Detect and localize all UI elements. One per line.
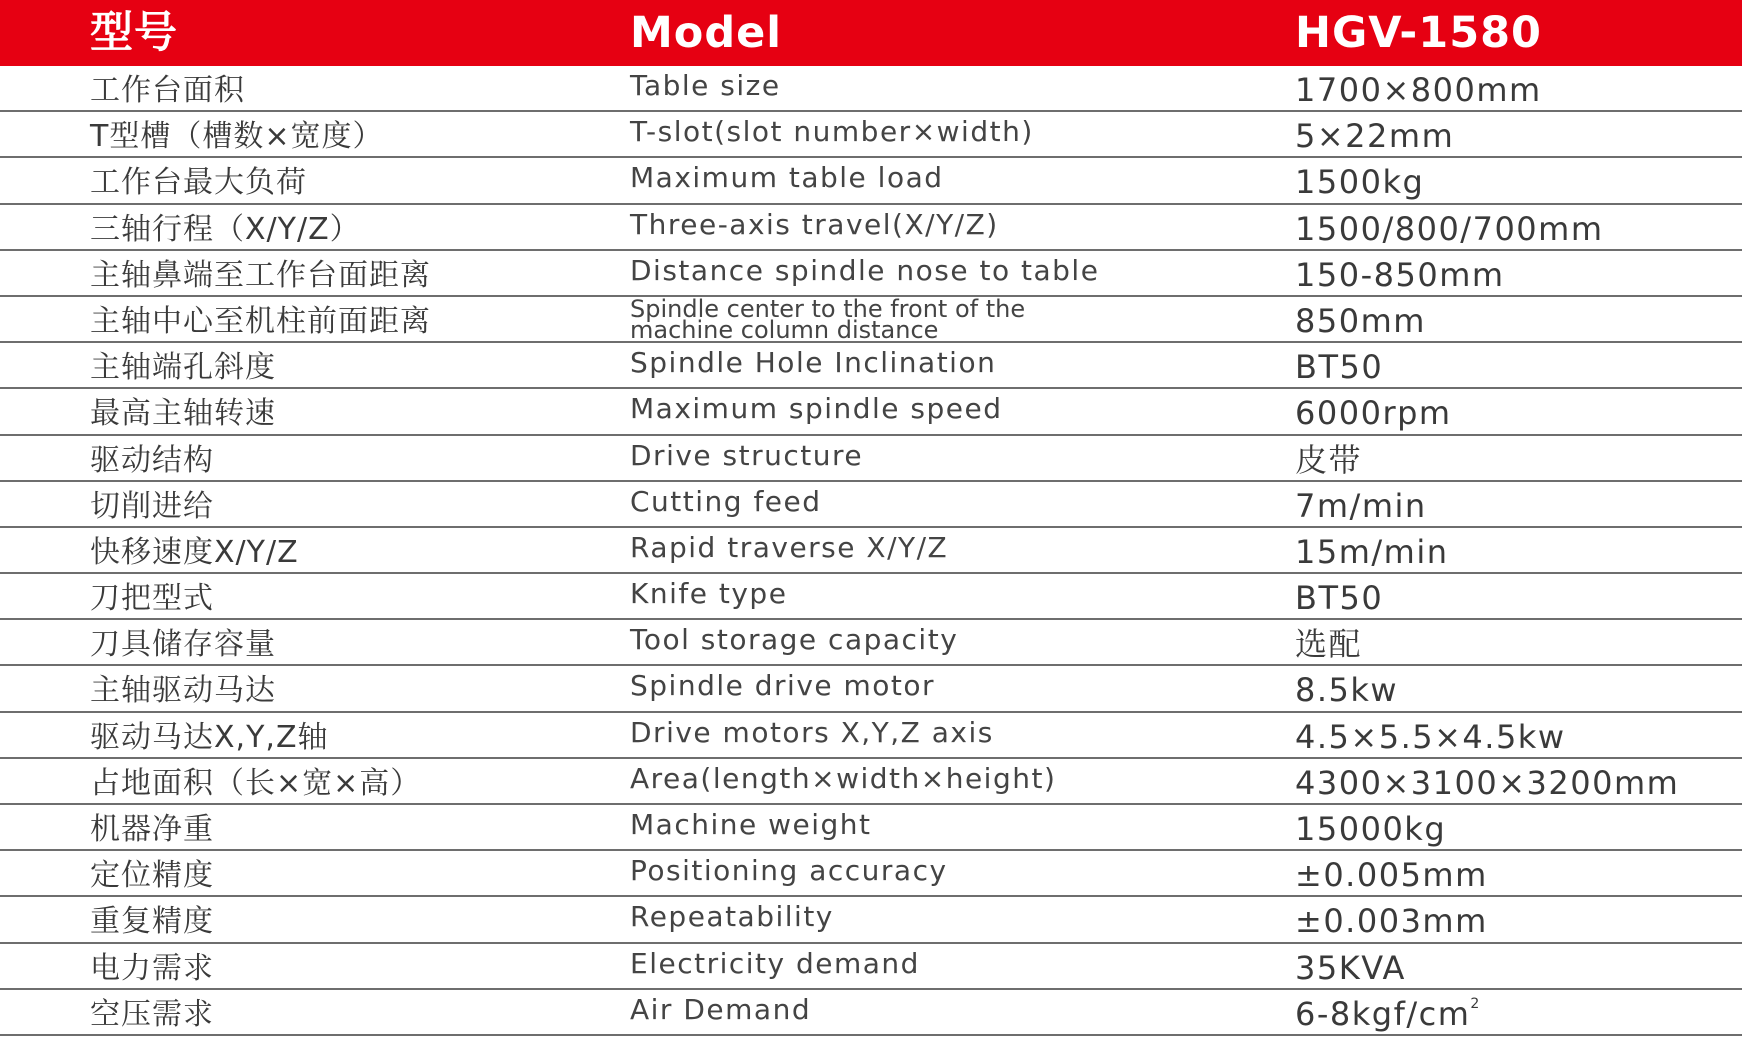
row-value — [1295, 389, 1452, 437]
table-row — [0, 389, 1742, 435]
table-row — [0, 205, 1742, 251]
row-en-label: Three-axis travel(X/Y/Z) — [630, 207, 999, 241]
row-value — [1295, 205, 1604, 253]
table-row — [0, 944, 1742, 990]
row-cn-label: 机器净重 — [90, 812, 214, 847]
header-cn-label: 型号 — [90, 8, 178, 58]
row-cn-label: 工作台最大负荷 — [90, 165, 307, 201]
row-en-label: Rapid traverse X/Y/Z — [630, 530, 949, 564]
table-row — [0, 112, 1742, 158]
row-value — [1295, 944, 1406, 992]
table-row — [0, 528, 1742, 574]
row-cn-label: 刀把型式 — [90, 581, 214, 617]
row-value-text: 4.5×5.5×4.5kw — [1295, 717, 1566, 756]
table-row — [0, 436, 1742, 482]
row-value — [1295, 805, 1446, 853]
row-cn-label: 电力需求 — [90, 950, 214, 986]
row-en-label: Machine weight — [630, 808, 872, 841]
table-row — [0, 897, 1742, 943]
row-cn-label: 快移速度X/Y/Z — [90, 534, 299, 570]
table-row — [0, 620, 1742, 666]
row-en-label: Cutting feed — [630, 484, 822, 518]
header-en-label: Model — [630, 8, 783, 58]
row-value-text: 选配 — [1295, 625, 1363, 664]
row-value — [1295, 620, 1362, 668]
row-cn-label: 切削进给 — [90, 488, 214, 524]
row-value-text: 1500kg — [1295, 163, 1425, 202]
row-value-text: 7m/min — [1295, 486, 1427, 525]
table-body — [0, 66, 1742, 1036]
row-cn-label: 工作台面积 — [90, 73, 245, 108]
row-value — [1295, 482, 1427, 530]
row-value-text: BT50 — [1295, 579, 1384, 618]
row-en-label: T-slot(slot number×width) — [630, 115, 1034, 149]
row-value — [1295, 851, 1488, 899]
table-row — [0, 666, 1742, 712]
row-value-text: 15m/min — [1295, 532, 1449, 571]
row-value — [1295, 990, 1481, 1038]
row-cn-label: 三轴行程（X/Y/Z） — [90, 211, 361, 247]
table-row — [0, 851, 1742, 897]
row-cn-label: 空压需求 — [90, 996, 214, 1032]
row-en-label: Knife type — [630, 577, 788, 611]
row-cn-label: 驱动结构 — [90, 442, 214, 478]
row-value-text: 8.5kw — [1295, 671, 1399, 710]
table-row — [0, 158, 1742, 204]
row-value — [1295, 713, 1566, 761]
row-value-text: 1700×800mm — [1295, 71, 1542, 109]
row-value-text: ±0.005mm — [1295, 856, 1488, 895]
row-en-label: Spindle drive motor — [630, 669, 936, 703]
row-cn-label: 主轴驱动马达 — [90, 673, 276, 709]
row-en-label: Distance spindle nose to table — [630, 253, 1100, 287]
table-row — [0, 713, 1742, 759]
row-value — [1295, 343, 1383, 391]
table-row — [0, 66, 1742, 112]
row-en-label: Maximum spindle speed — [630, 392, 1003, 426]
row-cn-label: 刀具储存容量 — [90, 627, 276, 663]
row-en-label: Spindle Hole Inclination — [630, 346, 997, 380]
row-en-label: Electricity demand — [630, 946, 920, 980]
table-row — [0, 294, 1742, 344]
row-value-text: 4300×3100×3200mm — [1295, 763, 1680, 802]
table-row — [0, 251, 1742, 297]
row-en-label: Area(length×width×height) — [630, 761, 1057, 795]
row-cn-label: 驱动马达X,Y,Z轴 — [90, 719, 329, 755]
row-en-label: Air Demand — [630, 992, 812, 1026]
table-row — [0, 482, 1742, 528]
row-value-superscript: 2 — [1470, 995, 1481, 1012]
row-value — [1295, 574, 1383, 622]
row-value-text: 850mm — [1295, 301, 1426, 340]
row-value — [1295, 528, 1449, 576]
row-cn-label: T型槽（槽数×宽度） — [90, 119, 384, 155]
row-en-label: Positioning accuracy — [630, 854, 948, 888]
table-row — [0, 805, 1742, 851]
row-value — [1295, 297, 1426, 345]
row-en-label: Tool storage capacity — [630, 623, 959, 657]
row-cn-label: 主轴鼻端至工作台面距离 — [90, 257, 431, 293]
row-en-label: Maximum table load — [630, 161, 944, 195]
row-cn-label: 定位精度 — [90, 858, 214, 894]
row-value-text: BT50 — [1295, 348, 1384, 387]
row-value-text: 150-850mm — [1295, 255, 1505, 294]
row-value — [1295, 251, 1505, 299]
row-value — [1295, 897, 1488, 945]
row-value — [1295, 666, 1398, 714]
table-header — [0, 0, 1742, 66]
table-row — [0, 574, 1742, 620]
row-value-text: 1500/800/700mm — [1295, 209, 1604, 248]
row-en-label: Table size — [630, 69, 781, 102]
row-value-text: 皮带 — [1295, 440, 1363, 479]
row-value — [1295, 158, 1424, 206]
row-value-text: 6000rpm — [1295, 394, 1452, 433]
row-cn-label: 主轴中心至机柱前面距离 — [90, 303, 431, 339]
row-en-label: Repeatability — [630, 900, 834, 934]
row-cn-label: 占地面积（长×宽×高） — [90, 765, 422, 801]
row-cn-label: 重复精度 — [90, 904, 214, 940]
row-en-label: Drive structure — [630, 438, 864, 472]
row-value — [1295, 112, 1454, 160]
row-value-text: ±0.003mm — [1295, 902, 1488, 941]
row-value-text: 5×22mm — [1295, 117, 1455, 156]
row-value-text: 15000kg — [1295, 810, 1447, 848]
row-en-label: Drive motors X,Y,Z axis — [630, 715, 994, 749]
row-cn-label: 最高主轴转速 — [90, 396, 276, 432]
row-cn-label: 主轴端孔斜度 — [90, 350, 276, 386]
row-value — [1295, 436, 1362, 484]
row-value — [1295, 66, 1542, 114]
table-row — [0, 990, 1742, 1036]
table-row — [0, 759, 1742, 805]
header-model-value: HGV-1580 — [1295, 8, 1542, 58]
row-value-text: 35KVA — [1295, 948, 1406, 987]
row-en-label: Spindle center to the front of the machine column distance — [630, 294, 1026, 344]
row-value-text: 6-8kgf/cm — [1295, 994, 1471, 1033]
row-value — [1295, 759, 1679, 807]
table-row — [0, 343, 1742, 389]
